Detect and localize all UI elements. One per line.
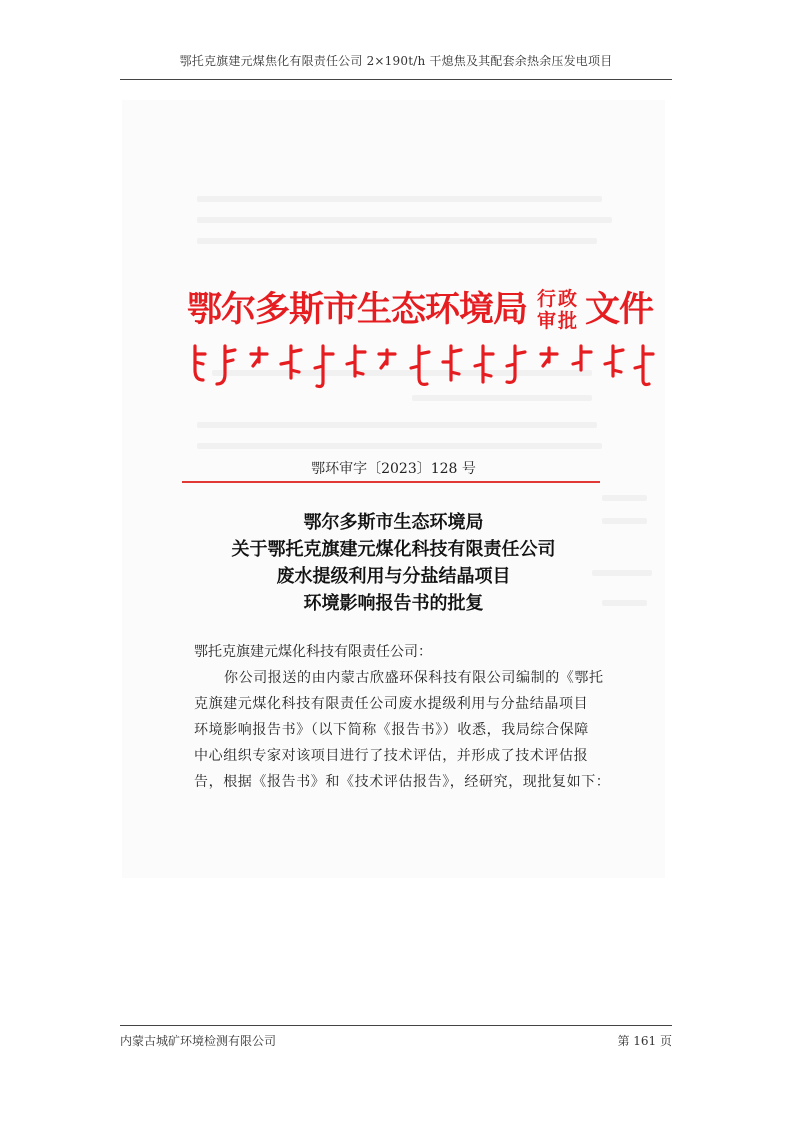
body-line: 中心组织专家对该项目进行了技术评估，并形成了技术评估报 (194, 748, 589, 764)
footer-company: 内蒙古城矿环境检测有限公司 (120, 1034, 277, 1048)
show-through-line (412, 395, 592, 401)
body-line: 你公司报送的由内蒙古欣盛环保科技有限公司编制的《鄂托 (224, 670, 604, 686)
red-divider (182, 481, 600, 483)
title-line-1: 鄂尔多斯市生态环境局 (303, 512, 484, 533)
scanned-document (122, 100, 665, 878)
show-through-line (197, 238, 597, 244)
show-through-line (197, 196, 602, 202)
title-line-4: 环境影响报告书的批复 (303, 593, 484, 614)
letterhead-name: 鄂尔多斯市生态环境局 (187, 290, 528, 330)
page-number: 第 161 页 (617, 1034, 672, 1048)
document-number: 鄂环审字〔2023〕128 号 (311, 461, 476, 477)
page-header: 鄂托克旗建元煤焦化有限责任公司 2×190t/h 干熄焦及其配套余热余压发电项目 (179, 54, 613, 68)
show-through-line (197, 217, 612, 223)
letterhead (187, 280, 654, 340)
body-line: 告，根据《报告书》和《技术评估报告》，经研究，现批复如下： (194, 774, 611, 790)
header-divider (120, 79, 672, 80)
letterhead-suffix: 文件 (585, 290, 654, 330)
show-through-line (602, 495, 647, 501)
letterhead-small-bottom: 审批 (537, 310, 580, 332)
title-line-3: 废水提级利用与分盐结晶项目 (276, 566, 511, 587)
body-line: 克旗建元煤化科技有限责任公司废水提级利用与分盐结晶项目 (194, 696, 589, 712)
title-line-2: 关于鄂托克旗建元煤化科技有限责任公司 (231, 539, 556, 560)
mongolian-script-letterhead (187, 340, 657, 390)
show-through-line (197, 443, 602, 449)
letterhead-small-top: 行政 (537, 288, 580, 310)
show-through-line (197, 422, 597, 428)
salutation: 鄂托克旗建元煤化科技有限责任公司： (194, 644, 432, 660)
footer-divider (120, 1025, 672, 1026)
body-line: 环境影响报告书》（以下简称《报告书》）收悉，我局综合保障 (194, 722, 589, 738)
